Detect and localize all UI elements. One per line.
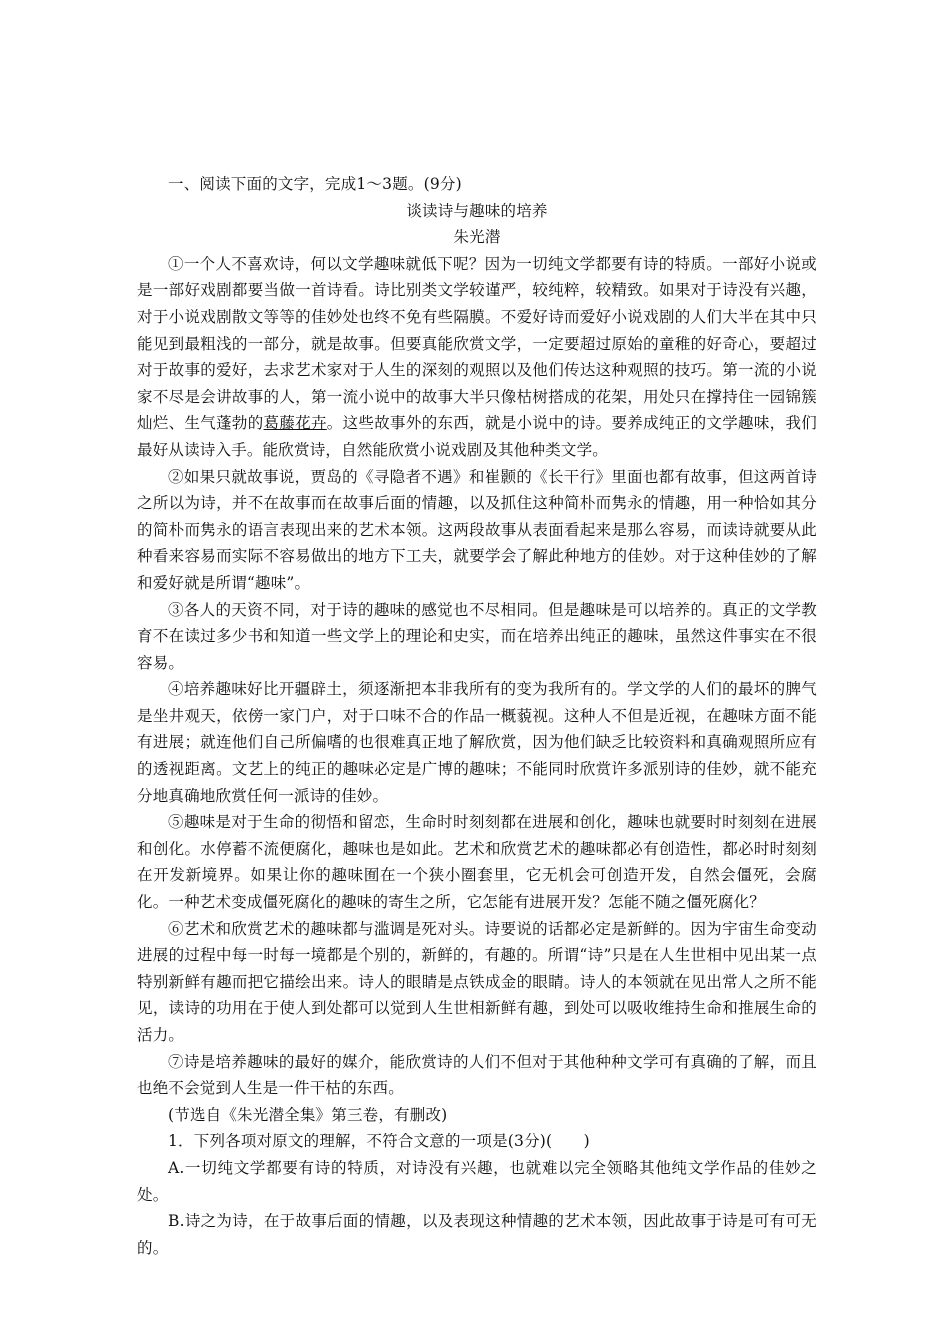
question-1-option-a: A.一切纯文学都要有诗的特质，对诗没有兴趣，也就难以完全领略其他纯文学作品的佳妙之处。: [137, 1158, 817, 1204]
source-note: (节选自《朱光潜全集》第三卷，有删改): [168, 1105, 448, 1124]
paragraph-4: ④培养趣味好比开疆辟土，须逐渐把本非我所有的变为我所有的。学文学的人们的最坏的脾气是坐井观天，依傍一家门户，对于口味不合的作品一概藐视。这种人不但是近视，在趣味方面不能有进展；就连他们自己所偏嗜的也很难真正地了解欣赏，因为他们缺乏比较资料和真确观照所应有的透视距离。文艺上的纯正的趣味必定是广博的趣味；不能同时欣赏许多派别诗的佳妙，就不能充分地真确地欣赏任何一派诗的佳妙。: [137, 680, 817, 805]
underlined-phrase: 葛藤花卉: [263, 414, 327, 433]
paragraph-1-part-b: 。这些故事外的东西，就是小说中的诗。要养成纯正的文学趣味，我们最好从读诗入手。能欣赏诗，自然能欣赏小说戏剧及其他种类文学。: [137, 414, 817, 459]
paragraph-6: ⑥艺术和欣赏艺术的趣味都与滥调是死对头。诗要说的话都必定是新鲜的。因为宇宙生命变动进展的过程中每一时每一境都是个别的，新鲜的，有趣的。所谓“诗”只是在人生世相中见出某一点特别新鲜有趣而把它描绘出来。诗人的眼睛是点铁成金的眼睛。诗人的本领就在见出常人之所不能见，读诗的功用在于使人到处都可以觉到人生世相新鲜有趣，到处可以吸收维持生命和推展生命的活力。: [137, 919, 817, 1044]
article-title: 谈读诗与趣味的培养: [406, 201, 548, 220]
question-1-option-b: B.诗之为诗，在于故事后面的情趣，以及表现这种情趣的艺术本领，因此故事于诗是可有可无的。: [137, 1212, 817, 1257]
paragraph-5: ⑤趣味是对于生命的彻悟和留恋，生命时时刻刻都在进展和创化，趣味也就要时时刻刻在进展和创化。水停蓄不流便腐化，趣味也是如此。艺术和欣赏艺术的趣味都必有创造性，都必时时刻刻在开发新境界。如果让你的趣味囿在一个狭小圈套里，它无机会可创造开发，自然会僵死，会腐化。一种艺术变成僵死腐化的趣味的寄生之所，它怎能有进展开发？怎能不随之僵死腐化？: [137, 813, 817, 912]
article-author: 朱光潜: [453, 228, 501, 247]
paragraph-7: ⑦诗是培养趣味的最好的媒介，能欣赏诗的人们不但对于其他种种文学可有真确的了解，而且也绝不会觉到人生是一件干枯的东西。: [137, 1052, 817, 1098]
question-1-stem: 1．下列各项对原文的理解，不符合文意的一项是(3分)( ): [168, 1132, 590, 1151]
paragraph-3: ③各人的天资不同，对于诗的趣味的感觉也不尽相同。但是趣味是可以培养的。真正的文学教育不在读过多少书和知道一些文学上的理论和史实，而在培养出纯正的趣味，虽然这件事实在不很容易。: [137, 600, 817, 672]
section-heading: 一、阅读下面的文字，完成1～3题。(9分): [168, 175, 462, 193]
paragraph-1: [137, 251, 817, 464]
document-page: [137, 171, 817, 1261]
paragraph-2: ②如果只就故事说，贾岛的《寻隐者不遇》和崔颢的《长干行》里面也都有故事，但这两首诗之所以为诗，并不在故事而在故事后面的情趣，以及抓住这种简朴而隽永的情趣，用一种恰如其分的简朴而隽永的语言表现出来的艺术本领。这两段故事从表面看起来是那么容易，而读诗就要从此种看来容易而实际不容易做出的地方下工夫，就要学会了解此种地方的佳妙。对于这种佳妙的了解和爱好就是所谓“趣味”。: [137, 467, 817, 592]
paragraph-1-part-a: ①一个人不喜欢诗，何以文学趣味就低下呢？因为一切纯文学都要有诗的特质。一部好小说或是一部好戏剧都要当做一首诗看。诗比别类文学较谨严，较纯粹，较精致。如果对于诗没有兴趣，对于小说戏剧散文等等的佳妙处也终不免有些隔膜。不爱好诗而爱好小说戏剧的人们大半在其中只能见到最粗浅的一部分，就是故事。但要真能欣赏文学，一定要超过原始的童稚的好奇心，要超过对于故事的爱好，去求艺术家对于人生的深刻的观照以及他们传达这种观照的技巧。第一流的小说家不尽是会讲故事的人，第一流小说中的故事大半只像枯树搭成的花架，用处只在撑持住一园锦簇灿烂、生气蓬勃的: [137, 254, 817, 433]
